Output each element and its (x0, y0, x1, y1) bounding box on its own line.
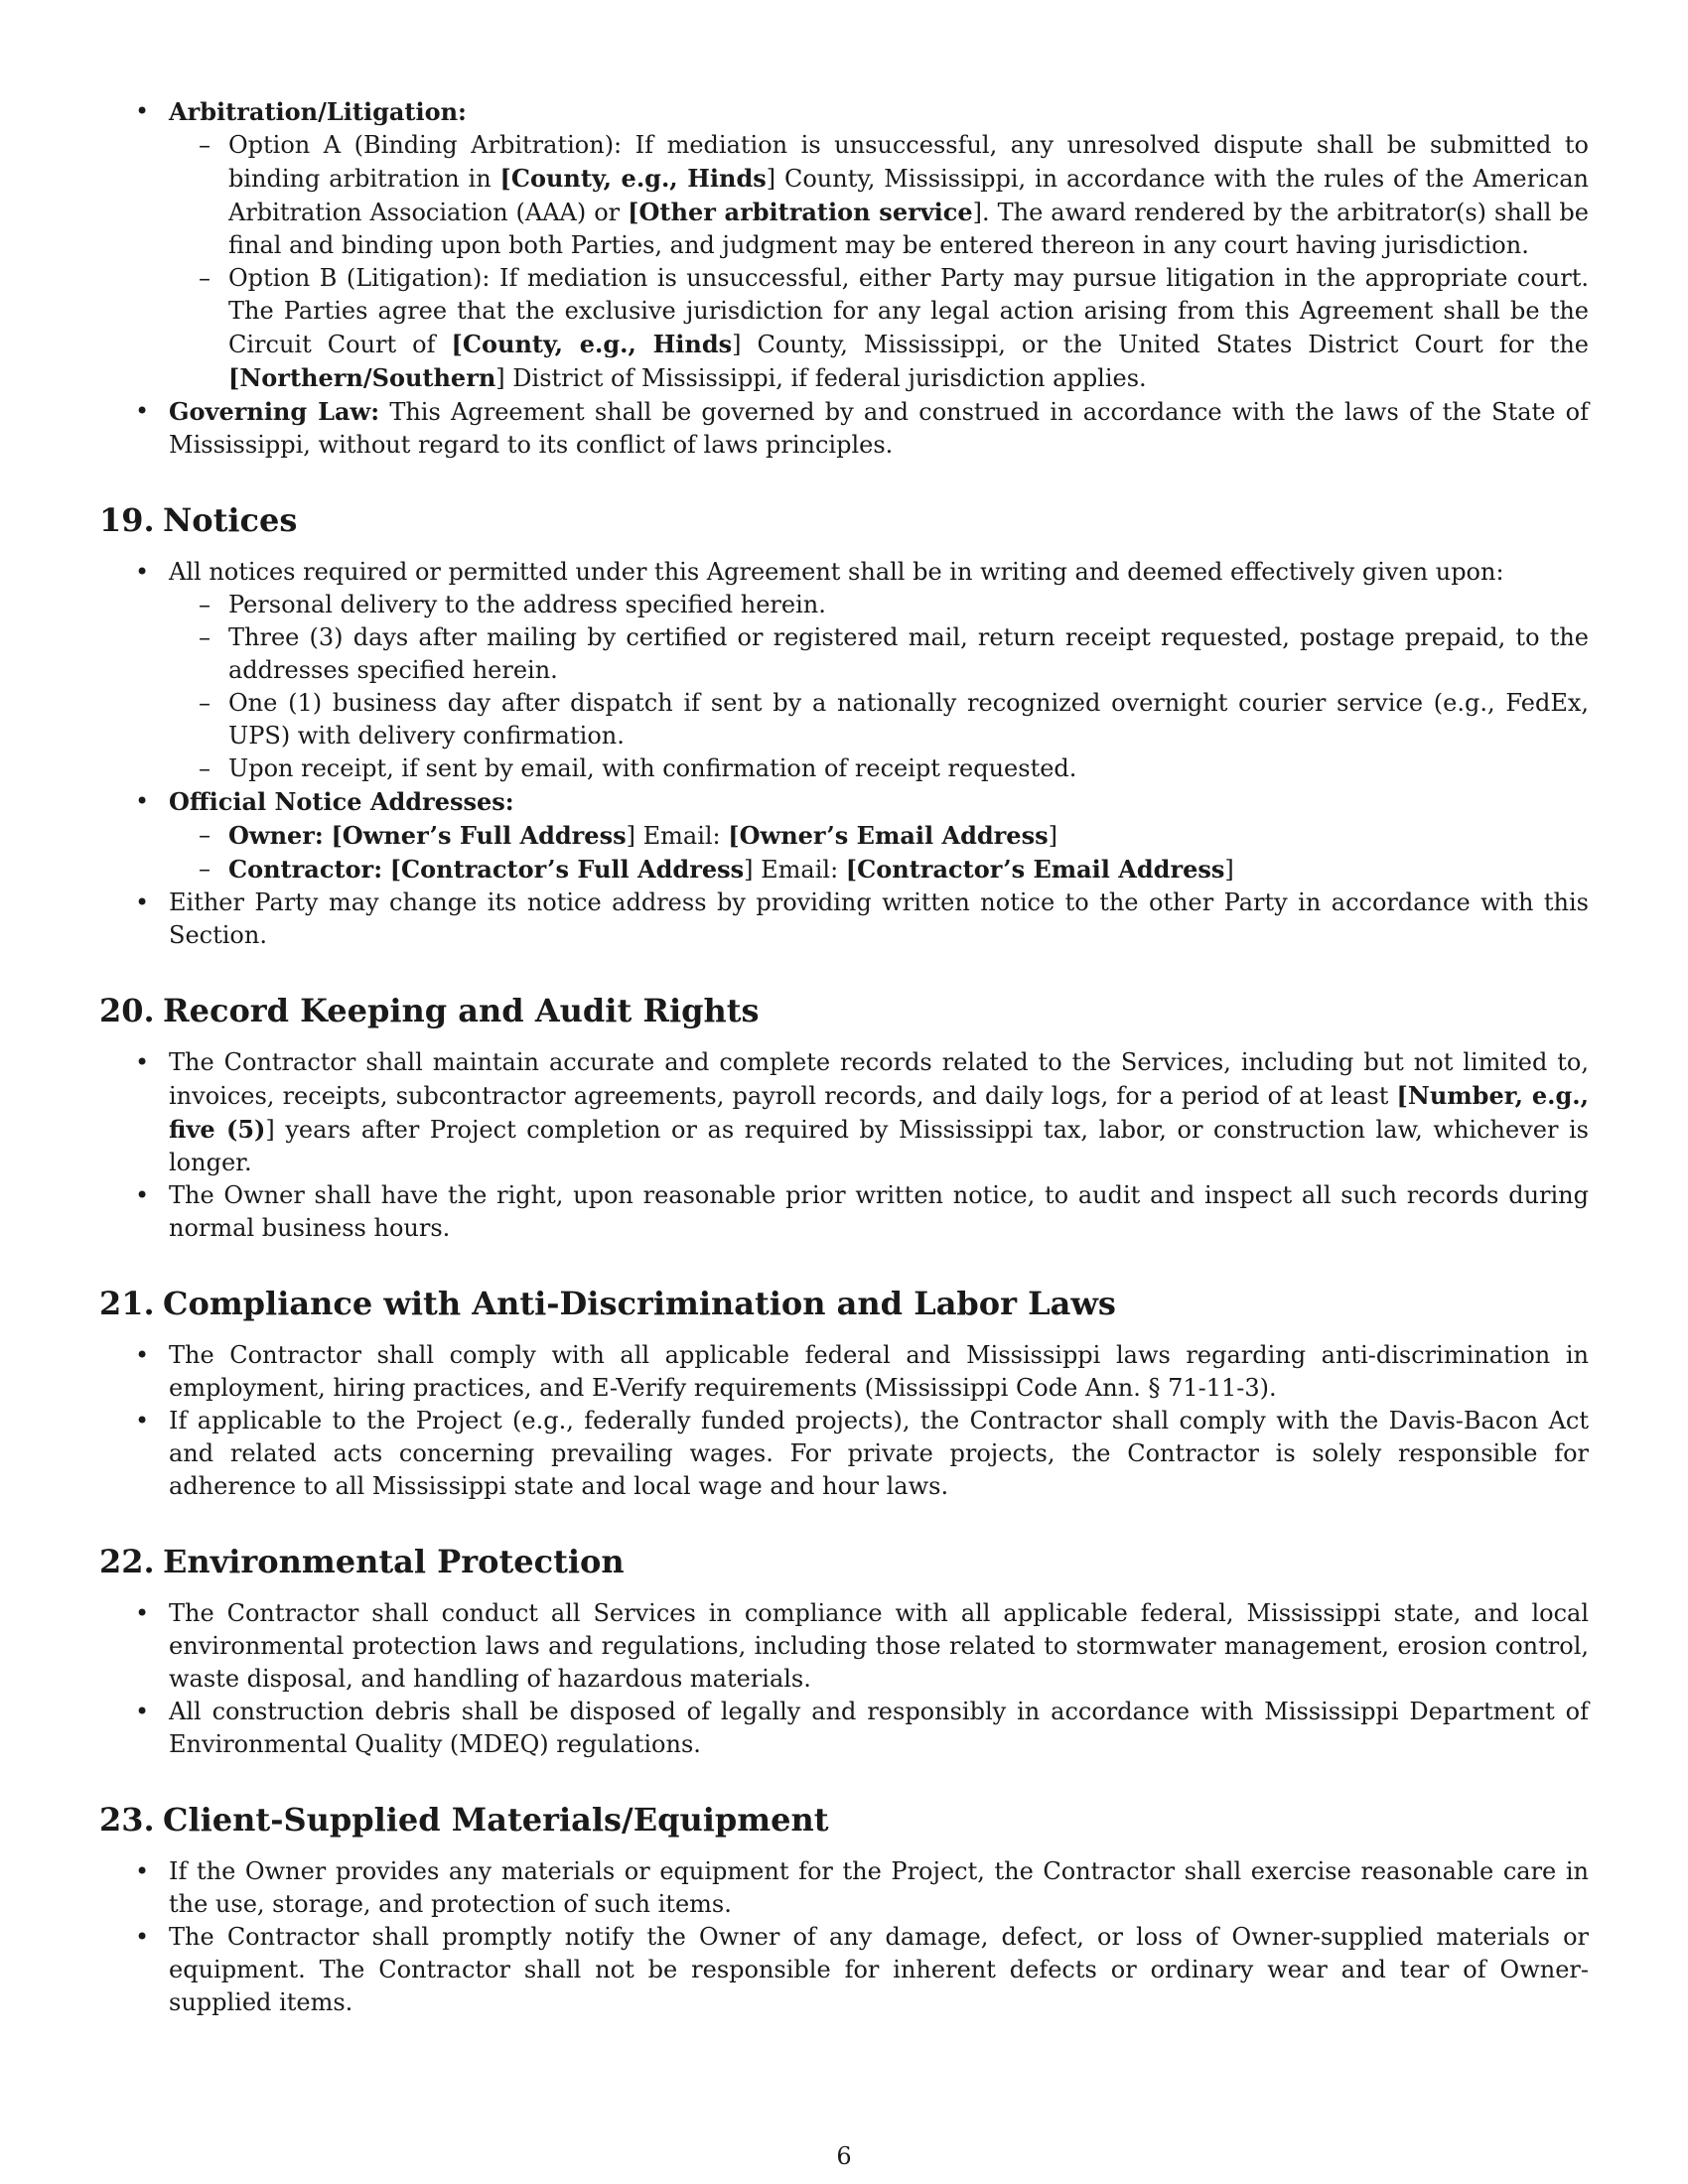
section-heading-19: 19. Notices (99, 501, 298, 539)
list-item: • If the Owner provides any materials or equipment for the Project, the Contractor shall exercise reasonable care in the use, storage, and protection of such items. (99, 1855, 1589, 1921)
list-item: • If applicable to the Project (e.g., federally funded projects), the Contractor shall comply with the Davis-Bacon Act and related acts concerning prevailing wages. For private projects, the Contractor is solely responsible for adherence to all Mississippi state and local wage and hour laws. (99, 1405, 1589, 1503)
list-item: • All notices required or permitted under this Agreement shall be in writing and deemed effectively given upon: – Personal delivery to the address specified herein. – Three (3) days after mailing by certified or registered mail, return receipt requested, postage prepaid, to the addresses specified herein. – One (1) business day after dispatch if sent by a nationally recognized overnight courier service (e.g., FedEx, UPS) with delivery confirmation. – Upon receipt, if sent by email, with confirmation of receipt requested. (99, 556, 1589, 785)
list-item: – Personal delivery to the address specified herein. (169, 589, 1589, 621)
section-heading-23: 23. Client-Supplied Materials/Equipment (99, 1801, 829, 1839)
list-item (99, 785, 1589, 887)
list-item: • All construction debris shall be disposed of legally and responsibly in accordance with Mississippi Department of Environmental Quality (MDEQ) regulations. (99, 1696, 1589, 1761)
option-b-item: – Option B (Litigation): If mediation is unsuccessful, either Party may pursue litigation in the appropriate court. The Parties agree that the exclusive jurisdiction for any legal action arising from this Agreement shall be the Circuit Court of [County, e.g., Hinds] County, Mississippi, or the United States District Court for the [Northern/Southern] District of Mississippi, if federal jurisdiction applies. (169, 262, 1589, 395)
page-number: 6 (836, 2142, 852, 2170)
list-item: – One (1) business day after dispatch if sent by a nationally recognized overnight courier service (e.g., FedEx, UPS) with delivery confirmation. (169, 687, 1589, 752)
dispute-resolution-list (99, 95, 1589, 462)
environmental-list (99, 1597, 1589, 1761)
document-page (99, 95, 1589, 2019)
list-item: • The Owner shall have the right, upon reasonable prior written notice, to audit and inspect all such records during normal business hours. (99, 1179, 1589, 1245)
section-heading-20: 20. Record Keeping and Audit Rights (99, 992, 760, 1029)
record-keeping-list (99, 1046, 1589, 1245)
option-a-item: – Option A (Binding Arbitration): If mediation is unsuccessful, any unresolved dispute shall be submitted to binding arbitration in [County, e.g., Hinds] County, Mississippi, in accordance with the rules of the American Arbitration Association (AAA) or [Other arbitration service]. The award rendered by the arbitrator(s) shall be final and binding upon both Parties, and judgment may be entered thereon in any court having jurisdiction. (169, 129, 1589, 262)
section-heading-22: 22. Environmental Protection (99, 1543, 625, 1580)
delivery-methods-list (169, 589, 1589, 785)
list-item: – Upon receipt, if sent by email, with confirmation of receipt requested. (169, 752, 1589, 785)
notice-addresses-list (169, 819, 1589, 887)
notices-list (99, 556, 1589, 952)
list-item: • Either Party may change its notice address by providing written notice to the other Party in accordance with this Section. (99, 887, 1589, 952)
list-item: – Three (3) days after mailing by certified or registered mail, return receipt requested, postage prepaid, to the addresses specified herein. (169, 621, 1589, 687)
compliance-list (99, 1339, 1589, 1503)
section-heading-21: 21. Compliance with Anti-Discrimination and Labor Laws (99, 1285, 1116, 1322)
owner-address-item: – Owner: [Owner’s Full Address] Email: [Owner’s Email Address] (169, 819, 1589, 853)
list-item (99, 95, 1589, 395)
notice-addresses-label: Official Notice Addresses: (169, 787, 514, 816)
contractor-address-item: – Contractor: [Contractor’s Full Address] Email: [Contractor’s Email Address] (169, 853, 1589, 887)
list-item: • The Contractor shall conduct all Services in compliance with all applicable federal, Mississippi state, and local environmental protection laws and regulations, including those related to stormwater management, erosion control, waste disposal, and handling of hazardous materials. (99, 1597, 1589, 1696)
arbitration-options (169, 129, 1589, 395)
arbitration-label: Arbitration/Litigation: (169, 97, 467, 126)
list-item: • The Contractor shall comply with all applicable federal and Mississippi laws regarding anti-discrimination in employment, hiring practices, and E-Verify requirements (Mississippi Code Ann. § 71-11-3). (99, 1339, 1589, 1405)
list-item: • Governing Law: This Agreement shall be governed by and construed in accordance with the laws of the State of Mississippi, without regard to its conflict of laws principles. (99, 395, 1589, 462)
list-item: • The Contractor shall promptly notify the Owner of any damage, defect, or loss of Owner-supplied materials or equipment. The Contractor shall not be responsible for inherent defects or ordinary wear and tear of Owner-supplied items. (99, 1921, 1589, 2019)
governing-law-label: Governing Law: (169, 397, 380, 426)
client-materials-list (99, 1855, 1589, 2019)
list-item: • The Contractor shall maintain accurate and complete records related to the Services, including but not limited to, invoices, receipts, subcontractor agreements, payroll records, and daily logs, for a period of at least [Number, e.g., five (5)] years after Project completion or as required by Mississippi tax, labor, or construction law, whichever is longer. (99, 1046, 1589, 1179)
